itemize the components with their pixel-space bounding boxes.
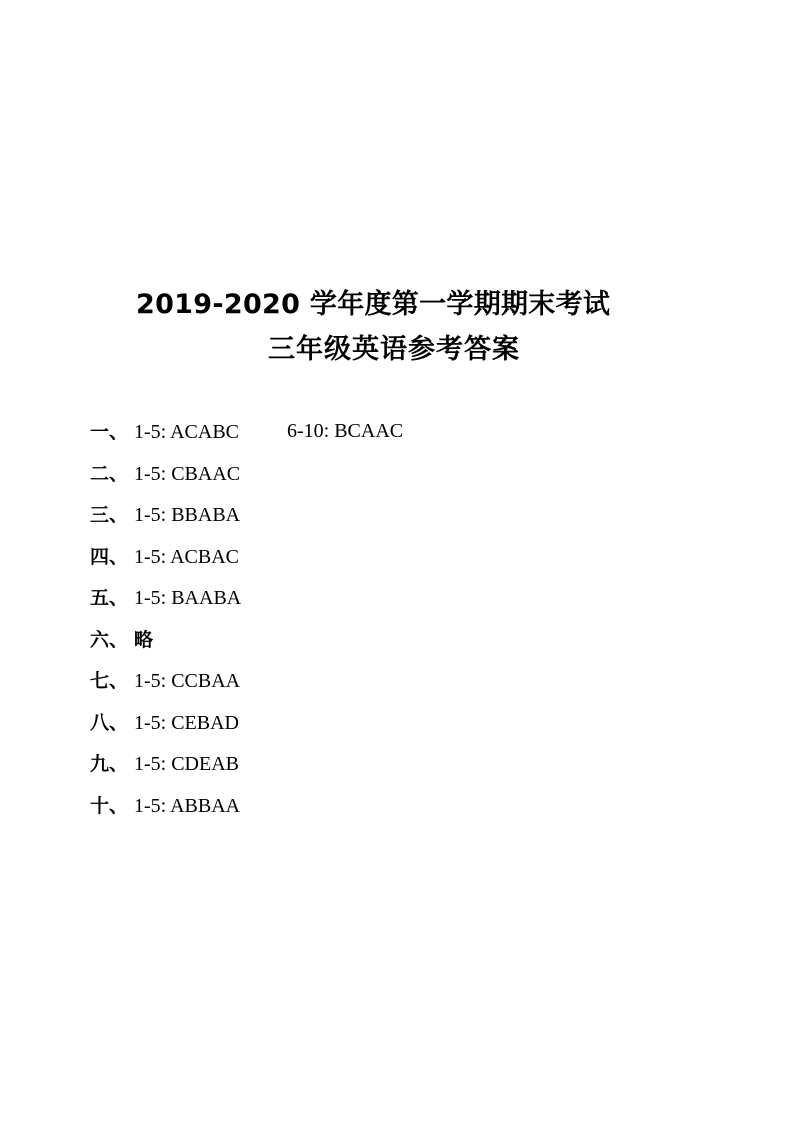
answer-range: 1-5: BAABA: [134, 587, 242, 609]
section-number: 八、: [90, 711, 129, 734]
document-title-line-2: 三年级英语参考答案: [268, 334, 520, 365]
section-number: 一、: [90, 421, 129, 443]
answer-row-4: [90, 541, 241, 583]
answer-row-9: [90, 748, 241, 790]
document-title-line-1: 2019-2020 学年度第一学期期末考试: [136, 289, 611, 320]
answer-row-10: [90, 790, 241, 832]
answer-row-7: [90, 665, 241, 707]
answer-range: 1-5: BBABA: [134, 504, 241, 526]
section-number: 二、: [90, 462, 129, 485]
answer-range: 1-5: ABBAA: [134, 794, 241, 817]
answer-row-2: [90, 458, 241, 500]
answer-range: 1-5: CDEAB: [134, 753, 239, 775]
answer-omitted: 略: [134, 628, 154, 651]
answer-row-8: [90, 707, 241, 749]
section-number: 五、: [90, 587, 129, 609]
answer-range: 1-5: CCBAA: [134, 670, 241, 692]
answer-row-5: [90, 582, 241, 624]
answer-range: 1-5: CEBAD: [134, 711, 239, 734]
section-number: 三、: [90, 504, 129, 526]
section-number: 十、: [90, 794, 129, 817]
answer-range-second: 6-10: BCAAC: [287, 420, 404, 442]
answer-range: 1-5: ACBAC: [134, 545, 240, 568]
section-number: 九、: [90, 753, 129, 775]
answer-list: [90, 416, 404, 831]
answer-row-3: [90, 499, 241, 541]
answer-range: 1-5: CBAAC: [134, 462, 241, 485]
section-number: 六、: [90, 628, 129, 651]
section-number: 四、: [90, 545, 129, 568]
section-number: 七、: [90, 670, 129, 692]
answer-row-1: [90, 416, 404, 458]
answer-row-6: [90, 624, 241, 666]
answer-range: 1-5: ACABC: [134, 421, 240, 443]
